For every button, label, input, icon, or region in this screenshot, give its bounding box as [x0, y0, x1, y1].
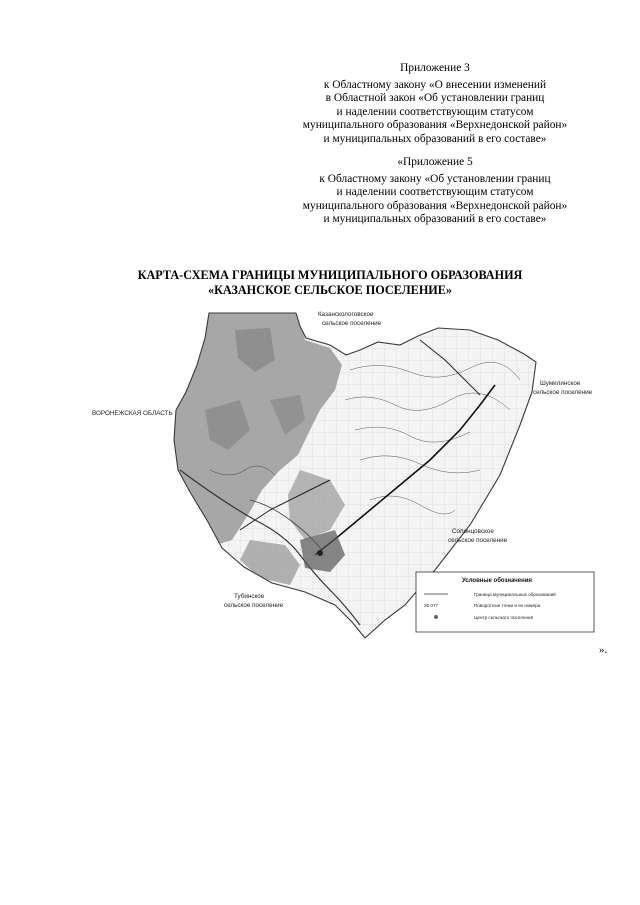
map-legend: [416, 572, 594, 632]
annex-3-line: к Областному закону «О внесении изменений: [323, 78, 547, 91]
annex-5-line: к Областному закону «Об установлении границ: [319, 172, 551, 185]
annex-5-line: и муниципальных образований в его составе»: [323, 213, 547, 226]
neighbor-southeast-label-2: сельское поселение: [448, 537, 508, 544]
closing-mark: ».: [599, 644, 608, 656]
neighbor-north-label-1: Казанскологовское: [318, 311, 374, 318]
legend-turning-point-code: 25 077: [424, 603, 439, 608]
annex-3-heading: Приложение 3: [400, 62, 470, 74]
neighbor-north-label-2: сельское поселение: [322, 320, 382, 327]
annex-5-line: муниципального образования «Верхнедонской район»: [302, 199, 568, 212]
map-title-line-2: «КАЗАНСКОЕ СЕЛЬСКОЕ ПОСЕЛЕНИЕ»: [208, 283, 452, 297]
legend-center-icon: [434, 615, 438, 619]
neighbor-east-label-2: сельское поселение: [533, 389, 593, 396]
annex-3-line: муниципального образования «Верхнедонской район»: [302, 119, 568, 132]
neighbor-southwest-label-1: Тубинское: [234, 593, 265, 600]
annex-3-line: и муниципальных образований в его составе»: [323, 132, 547, 145]
legend-boundary-label: Граница муниципальных образований: [474, 592, 556, 597]
annex-3-line: и наделении соответствующим статусом: [336, 105, 534, 118]
map-title-line-1: КАРТА-СХЕМА ГРАНИЦЫ МУНИЦИПАЛЬНОГО ОБРАЗОВАНИЯ: [137, 268, 523, 282]
neighbor-west-label: ВОРОНЕЖСКАЯ ОБЛАСТЬ: [92, 410, 173, 417]
annex-3-line: в Областной закон «Об установлении границ: [325, 92, 545, 105]
neighbor-southeast-label-1: Солонцовское: [452, 528, 494, 535]
legend-center-label: Центр сельского поселения: [474, 615, 534, 620]
legend-turning-point-label: Поворотные точки и их номера: [474, 603, 541, 608]
annex-5-heading: «Приложение 5: [397, 156, 473, 168]
neighbor-southwest-label-2: сельское поселение: [224, 602, 284, 609]
neighbor-east-label-1: Шумилинское: [540, 380, 581, 387]
legend-title: Условные обозначения: [462, 578, 532, 584]
annex-5-line: и наделении соответствующим статусом: [336, 186, 534, 199]
settlement-center-marker: [317, 550, 323, 556]
